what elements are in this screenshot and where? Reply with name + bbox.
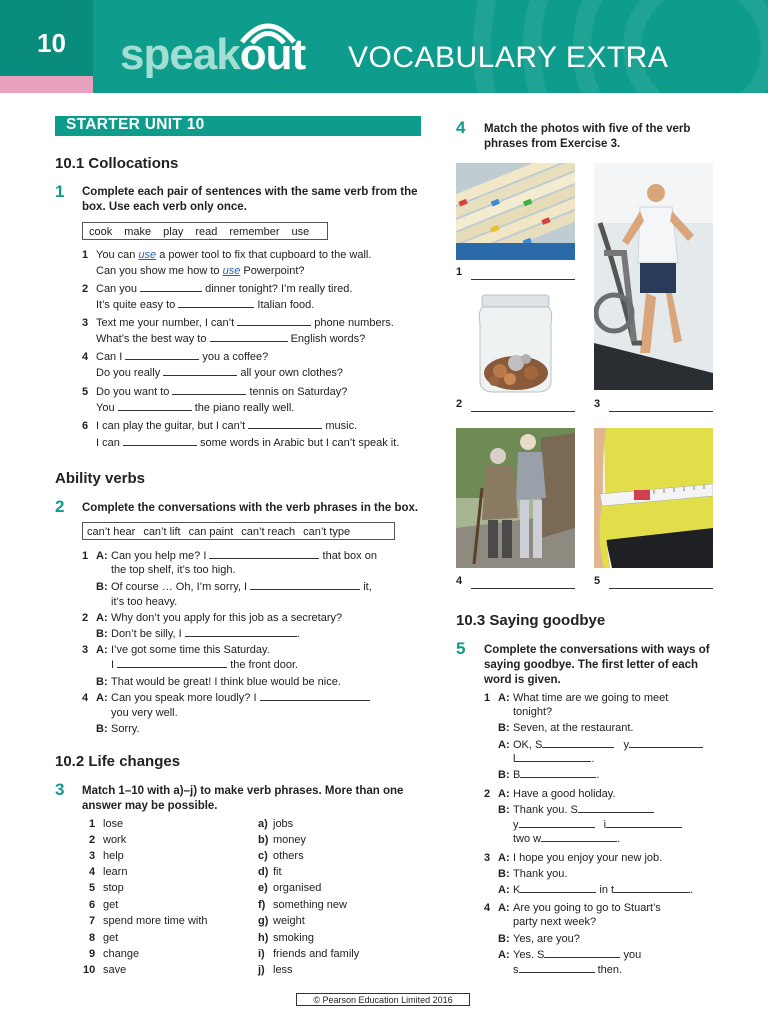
answer-blank[interactable] [541,832,617,842]
answer-blank[interactable] [210,332,288,342]
answer-blank[interactable] [185,627,297,637]
answer-blank[interactable] [123,436,197,446]
exercise-2-instruction: Complete the conversations with the verb phrases in the box. [82,502,419,514]
photo-1-label: 1 [456,266,463,278]
answer-blank[interactable] [260,691,370,701]
answer-blank[interactable] [237,316,311,326]
photo-4-label: 4 [456,575,463,587]
unit-number-badge [0,0,93,76]
answer-blank[interactable] [118,401,192,411]
section-life-changes: 10.2 Life changes [55,753,181,770]
answer-blank[interactable] [163,366,237,376]
section-ability-verbs: Ability verbs [55,470,146,487]
photo-5-label: 5 [594,575,601,587]
section-collocations: 10.1 Collocations [55,155,179,172]
unit-bar: STARTER UNIT 10 [55,116,421,136]
photo-helping-elderly [456,428,575,568]
answer-blank[interactable] [520,768,596,778]
photo-4-answer-line[interactable] [471,588,575,589]
answer-blank[interactable] [544,948,620,958]
exercise-4-number: 4 [456,118,466,137]
photo-5-answer-line[interactable] [609,588,713,589]
list-item: Can you show me how to use Powerpoint? [96,265,305,277]
answer-blank[interactable] [606,818,682,828]
exercise-2-phrase-box: can’t hear can’t lift can paint can’t reach can’t type [82,522,395,540]
photo-1-answer-line[interactable] [471,279,575,280]
exercise-3-number: 3 [55,780,65,799]
answer-blank[interactable] [209,549,319,559]
answer-blank[interactable] [140,282,202,292]
answer-blank[interactable] [542,738,614,748]
speakout-logo: speakout [120,30,306,79]
photo-3-answer-line[interactable] [609,411,713,412]
answer-blank[interactable] [629,738,703,748]
photo-file-folders [456,163,575,260]
photo-3-label: 3 [594,398,601,410]
exercise-2-number: 2 [55,497,65,516]
photo-2-answer-line[interactable] [471,411,575,412]
answer-blank[interactable] [520,883,596,893]
answer-blank[interactable] [248,419,322,429]
exercise-5-instruction: Complete the conversations with ways of saying goodbye. The first letter of each word is given. [484,644,710,686]
photo-tape-measure [594,428,713,568]
exercise-1-instruction: Complete each pair of sentences with the same verb from the box. Use each verb only once. [82,186,418,213]
exercise-1-word-box: cook make play read remember use [82,222,328,240]
photo-treadmill-runner [594,163,713,390]
answer-blank[interactable] [125,350,199,360]
unit-number: 10 [37,28,66,58]
header-title: VOCABULARY EXTRA [348,41,669,74]
answer-blank[interactable] [172,385,246,395]
photo-coin-jar [476,293,555,394]
answer-blank[interactable] [250,580,360,590]
exercise-5-number: 5 [456,639,466,658]
section-saying-goodbye: 10.3 Saying goodbye [456,612,606,629]
photo-2-label: 2 [456,398,463,410]
exercise-1-number: 1 [55,182,65,201]
answer-blank[interactable] [515,752,591,762]
answer-blank[interactable] [519,818,595,828]
answer-blank[interactable] [578,803,654,813]
wifi-arc-icon [236,16,300,44]
answer-blank[interactable] [178,298,254,308]
answer-blank[interactable] [614,883,690,893]
answer-blank[interactable] [519,963,595,973]
list-item: You can use a power tool to fix that cupboard to the wall. [96,249,372,261]
pink-accent [0,76,93,93]
answer-blank[interactable] [117,658,227,668]
exercise-4-instruction: Match the photos with five of the verb phrases from Exercise 3. [484,123,691,150]
exercise-3-instruction: Match 1–10 with a)–j) to make verb phrases. More than one answer may be possible. [82,785,404,812]
copyright-footer: © Pearson Education Limited 2016 [296,993,470,1006]
page-header [0,0,768,93]
